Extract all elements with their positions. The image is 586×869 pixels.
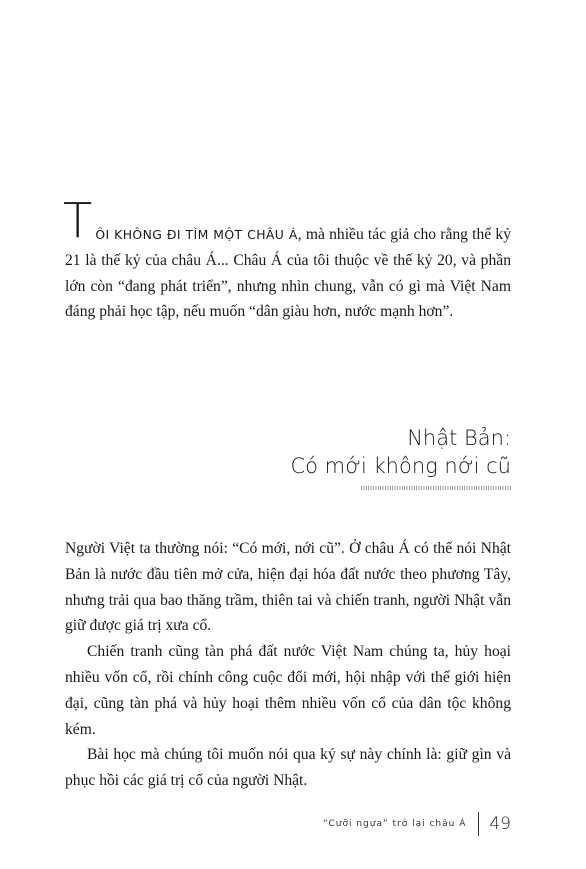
intro-text-rest: , mà nhiều tác giả cho rằng thế kỷ 21 là thế kỷ của châu Á... Châu Á của tôi thuộc về thế kỷ 20, và phần lớn còn “đang phát triển”, nhưng nhìn chung, vẫn có gì mà Việt Nam đáng phải học tập, nếu muốn “dân giàu hơn, nước mạnh hơn”. [65,226,511,321]
page-footer [323,812,511,836]
body-paragraph-2: Chiến tranh cũng tàn phá đất nước Việt Nam chúng ta, hủy hoại nhiều vốn cổ, rồi chính công cuộc đổi mới, hội nhập với thế giới hiện đại, cũng tàn phá và hủy hoại thêm nhiều vốn cổ của dân tộc không kém. [65,643,511,738]
footer-separator [478,812,479,836]
drop-cap: T [63,193,93,249]
intro-paragraph [63,193,511,325]
footer-book-title: “Cưỡi ngựa” trở lại châu Á [323,819,467,829]
body-paragraph-3: Bài học mà chúng tôi muốn nói qua ký sự này chính là: giữ gìn và phục hồi các giá trị cổ của người Nhật. [65,746,511,790]
page-number: 49 [489,814,511,834]
section-heading-line2: Có mới không nới cũ [290,454,511,478]
heading-hatched-rule [361,486,511,490]
body-paragraph-1: Người Việt ta thường nói: “Có mới, nới cũ”. Ở châu Á có thể nói Nhật Bản là nước đầu tiên mở cửa, hiện đại hóa đất nước theo phương Tây, nhưng trải qua bao thăng trầm, thiên tai và chiến tranh, người Nhật vẫn giữ được giá trị xưa cổ. [65,540,511,635]
section-heading [290,424,511,480]
intro-text [63,193,511,325]
section-heading-line1: Nhật Bản: [407,426,511,450]
intro-smallcaps: ÔI KHÔNG ĐI TÌM MỘT CHÂU Á [95,227,298,242]
body-text [65,536,511,794]
